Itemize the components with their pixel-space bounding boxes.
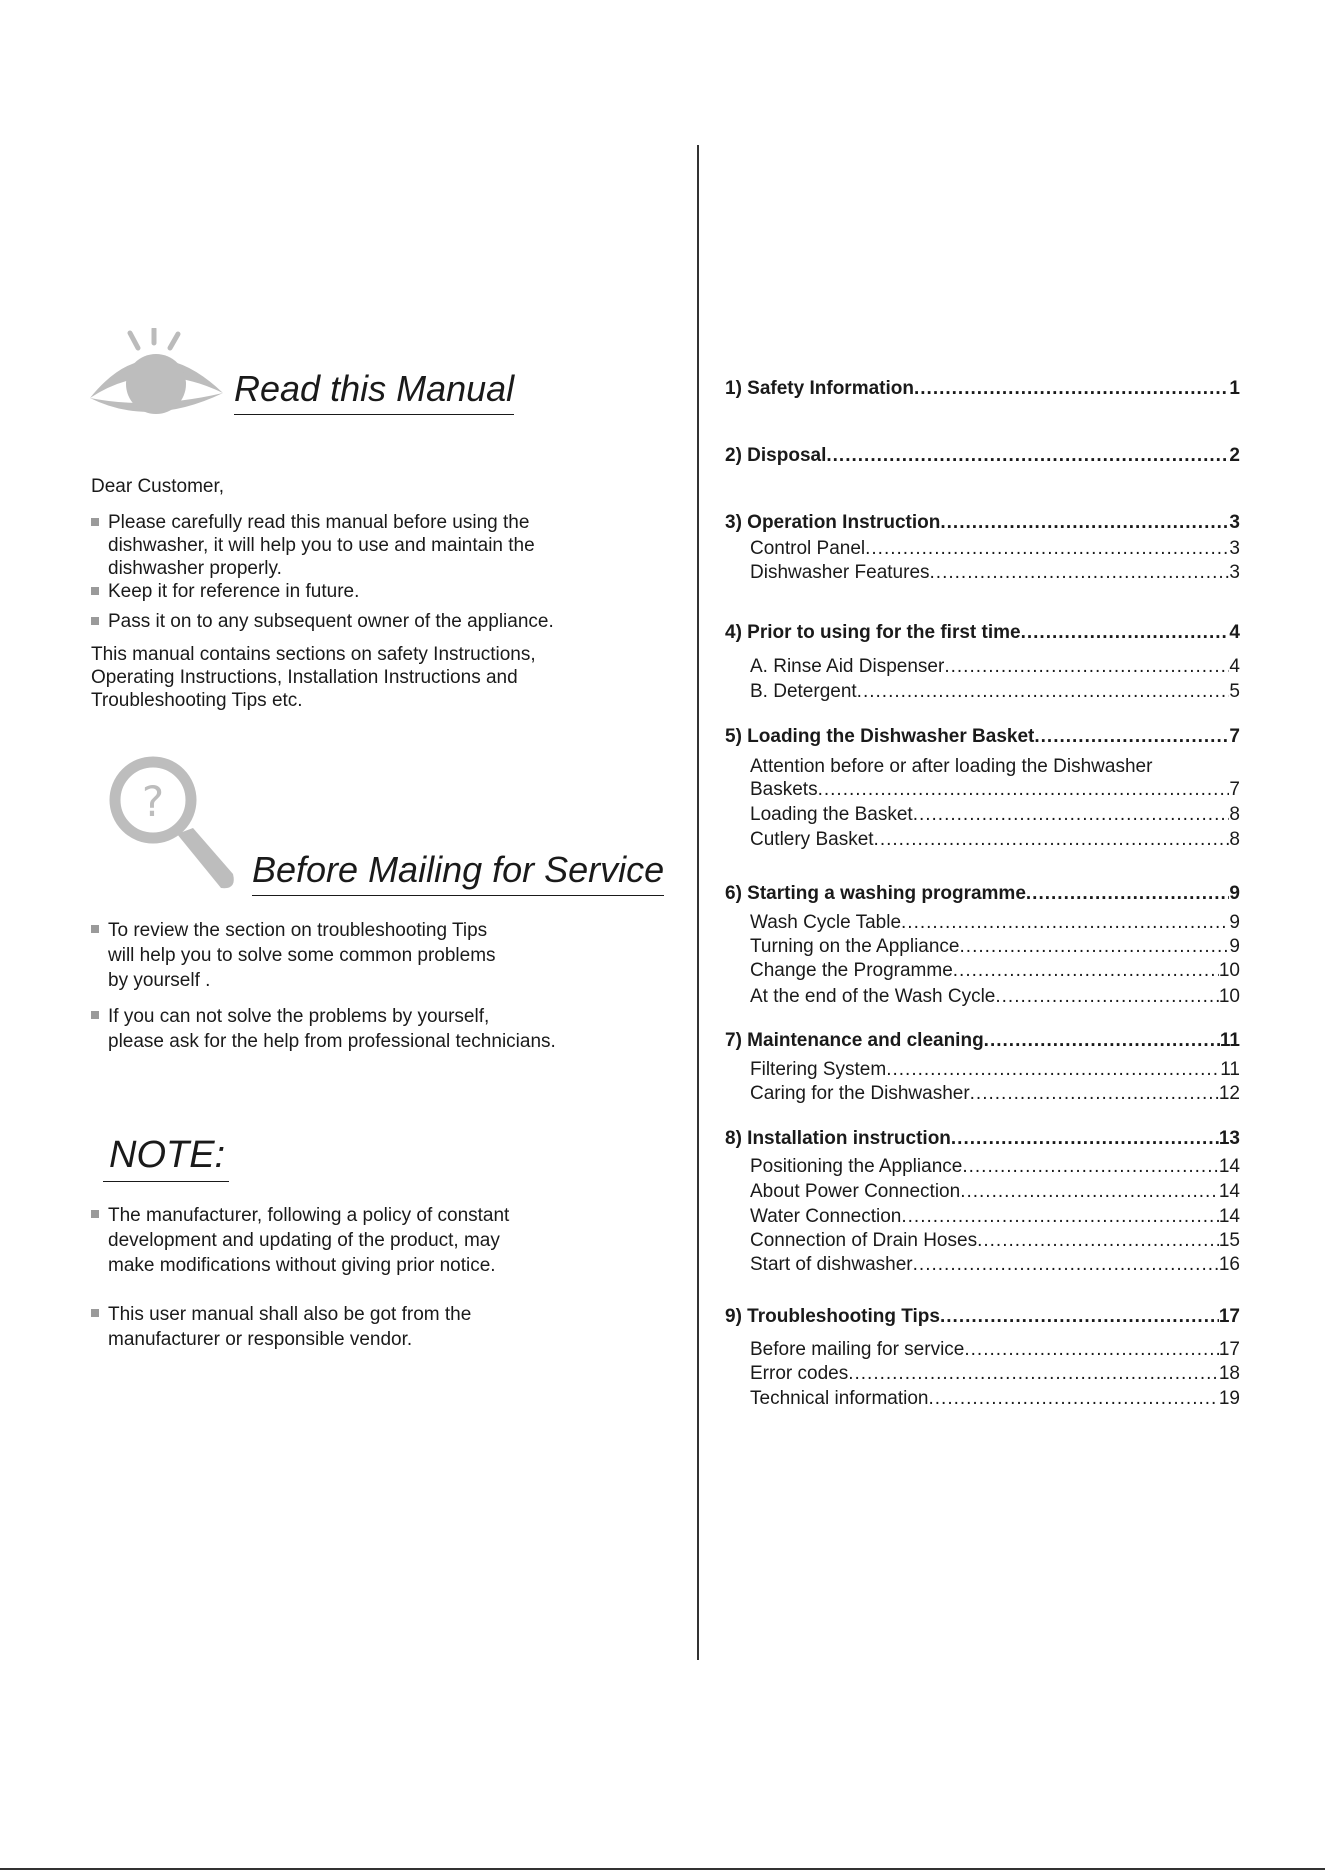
list-item: The manufacturer, following a policy of constant development and updating of the product, may make modifications without giving prior notice. — [108, 1203, 509, 1278]
toc-subentry: Before mailing for service ..... 17 — [750, 1338, 1240, 1361]
toc-subentry: Filtering System ..... 11 — [750, 1058, 1240, 1081]
manual-description: This manual contains sections on safety Instructions, Operating Instructions, Installation Instructions and Troubleshooting Tips etc. — [91, 644, 536, 711]
bullet-square-icon — [91, 1011, 99, 1019]
toc-subentry: Water Connection ..... 14 — [750, 1205, 1240, 1228]
list-item: This user manual shall also be got from the manufacturer or responsible vendor. — [108, 1302, 471, 1352]
toc-subentry: Turning on the Appliance ..... 9 — [750, 935, 1240, 958]
toc-subentry: At the end of the Wash Cycle ..... 10 — [750, 985, 1240, 1008]
toc-subentry: A. Rinse Aid Dispenser ..... 4 — [750, 655, 1240, 678]
toc-subentry: Cutlery Basket ..... 8 — [750, 828, 1240, 851]
toc-entry-maintenance: 7) Maintenance and cleaning ..... 11 — [725, 1029, 1240, 1052]
toc-subentry: Dishwasher Features ..... 3 — [750, 561, 1240, 584]
toc-subentry: Technical information ..... 19 — [750, 1387, 1240, 1410]
toc-subentry-text: Attention before or after loading the Dishwasher — [750, 756, 1153, 777]
toc-entry-loading: 5) Loading the Dishwasher Basket ..... 7 — [725, 725, 1240, 748]
toc-entry-prior-use: 4) Prior to using for the first time ..... 4 — [725, 621, 1240, 644]
toc-subentry: Wash Cycle Table ..... 9 — [750, 911, 1240, 934]
toc-subentry: Positioning the Appliance ..... 14 — [750, 1155, 1240, 1178]
read-manual-heading: Read this Manual — [234, 368, 514, 415]
toc-subentry: B. Detergent ..... 5 — [750, 680, 1240, 703]
bullet-square-icon — [91, 587, 99, 595]
toc-subentry: About Power Connection ..... 14 — [750, 1180, 1240, 1203]
bullet-square-icon — [91, 1309, 99, 1317]
list-item: Please carefully read this manual before using the dishwasher, it will help you to use and maintain the dishwasher properly. — [108, 511, 535, 580]
column-divider — [697, 145, 699, 1660]
list-item: Pass it on to any subsequent owner of the appliance. — [108, 610, 554, 633]
note-heading: NOTE: — [103, 1134, 229, 1182]
toc-entry-safety: 1) Safety Information ..... 1 — [725, 377, 1240, 400]
toc-subentry: Change the Programme ..... 10 — [750, 959, 1240, 982]
list-item: Keep it for reference in future. — [108, 580, 359, 603]
bullet-square-icon — [91, 617, 99, 625]
toc-subentry: Caring for the Dishwasher ..... 12 — [750, 1082, 1240, 1105]
magnifier-icon — [105, 752, 240, 892]
toc-entry-disposal: 2) Disposal ..... 2 — [725, 444, 1240, 467]
toc-subentry: Loading the Basket ..... 8 — [750, 803, 1240, 826]
bullet-square-icon — [91, 925, 99, 933]
bullet-square-icon — [91, 518, 99, 526]
list-item: To review the section on troubleshooting Tips will help you to solve some common problems by yourself . — [108, 918, 496, 993]
svg-text:?: ? — [141, 777, 165, 826]
toc-subentry: Baskets ..... 7 — [750, 778, 1240, 801]
toc-entry-operation: 3) Operation Instruction ..... 3 — [725, 511, 1240, 534]
toc-entry-washing: 6) Starting a washing programme ..... 9 — [725, 882, 1240, 905]
greeting: Dear Customer, — [91, 476, 225, 497]
toc-subentry: Control Panel ..... 3 — [750, 537, 1240, 560]
bullet-square-icon — [91, 1210, 99, 1218]
toc-subentry: Start of dishwasher ..... 16 — [750, 1253, 1240, 1276]
toc-subentry: Connection of Drain Hoses ..... 15 — [750, 1229, 1240, 1252]
toc-entry-troubleshooting: 9) Troubleshooting Tips ..... 17 — [725, 1305, 1240, 1328]
toc-subentry: Error codes ..... 18 — [750, 1362, 1240, 1385]
toc-entry-installation: 8) Installation instruction ..... 13 — [725, 1127, 1240, 1150]
page-bottom-rule — [0, 1868, 1325, 1870]
before-mailing-heading: Before Mailing for Service — [252, 849, 664, 896]
eye-icon — [88, 328, 228, 418]
list-item: If you can not solve the problems by yourself, please ask for the help from professional technicians. — [108, 1004, 556, 1054]
